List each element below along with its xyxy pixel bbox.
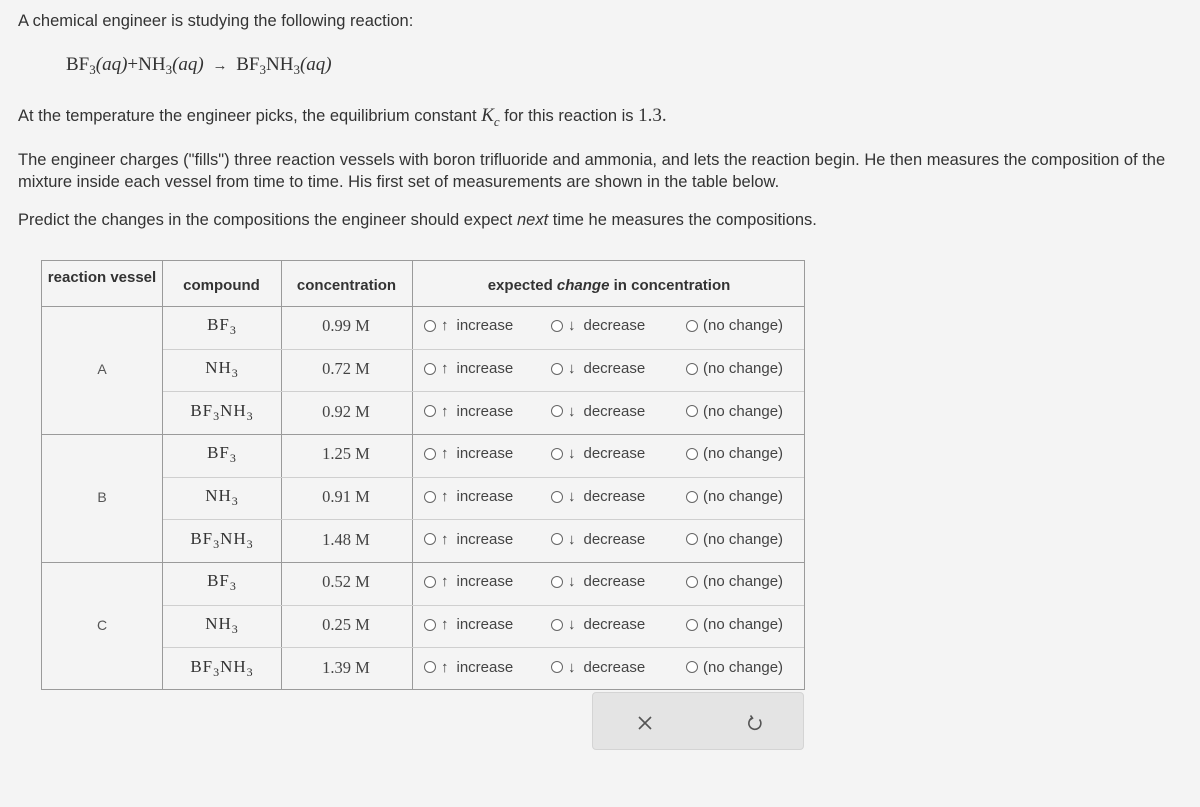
action-bar xyxy=(592,692,804,750)
radio-no-change[interactable] xyxy=(686,616,783,633)
radio-circle[interactable] xyxy=(424,533,436,545)
divider xyxy=(163,391,804,392)
divider xyxy=(163,647,804,648)
radio-circle[interactable] xyxy=(551,363,563,375)
compound-formula: $BF_3NH_3$ xyxy=(190,400,254,423)
compound-formula: $BF_3NH_3$ xyxy=(190,528,254,551)
option-label: (no change) xyxy=(703,658,784,676)
option-label: increase xyxy=(456,573,514,591)
option-label: decrease xyxy=(583,360,646,377)
down-arrow-icon: ↓ xyxy=(568,488,576,505)
radio-decrease[interactable] xyxy=(551,659,645,676)
concentration-value: 0.91 M xyxy=(322,487,370,506)
radio-no-change[interactable] xyxy=(686,403,783,420)
radio-circle[interactable] xyxy=(424,619,436,631)
up-arrow-icon: ↑ xyxy=(441,658,449,676)
radio-decrease[interactable] xyxy=(551,616,645,633)
up-arrow-icon: ↑ xyxy=(441,445,449,463)
radio-increase[interactable] xyxy=(424,488,513,505)
equilibrium-constant-text: At the temperature the engineer picks, the equilibrium constant $K_c$ for this reaction is 1.3. xyxy=(18,105,667,129)
radio-circle[interactable] xyxy=(424,320,436,332)
up-arrow-icon: ↑ xyxy=(441,360,449,377)
undo-icon[interactable] xyxy=(735,703,775,743)
radio-circle[interactable] xyxy=(686,661,698,673)
up-arrow-icon: ↑ xyxy=(441,573,449,591)
option-label: increase xyxy=(456,530,514,548)
radio-circle[interactable] xyxy=(551,448,563,460)
radio-increase[interactable] xyxy=(424,573,513,590)
option-label: increase xyxy=(456,488,514,505)
description-paragraph: The engineer charges ("fills") three reaction vessels with boron trifluoride and ammonia, and lets the reaction begin. He then measures the composition of the mixture inside each vessel from time to time. His first set of measurements are shown in the table below. xyxy=(18,151,1166,192)
option-label: (no change) xyxy=(703,445,784,463)
radio-increase[interactable] xyxy=(424,445,513,462)
option-label: increase xyxy=(456,402,514,420)
concentration-value: 0.52 M xyxy=(322,572,370,592)
divider xyxy=(163,349,804,350)
divider xyxy=(42,434,804,435)
divider xyxy=(42,306,804,307)
option-label: decrease xyxy=(583,658,646,676)
compound-formula: $BF_3NH_3$ xyxy=(190,656,254,679)
compound-formula: $NH_3$ xyxy=(205,358,239,380)
option-label: decrease xyxy=(583,317,646,335)
radio-circle[interactable] xyxy=(424,576,436,588)
down-arrow-icon: ↓ xyxy=(568,530,576,548)
header-compound: compound xyxy=(183,277,260,294)
radio-decrease[interactable] xyxy=(551,403,645,420)
option-label: increase xyxy=(456,658,514,676)
option-label: decrease xyxy=(583,530,646,548)
option-label: decrease xyxy=(583,445,646,463)
radio-circle[interactable] xyxy=(551,661,563,673)
divider xyxy=(42,562,804,563)
divider xyxy=(163,519,804,520)
compound-formula: $NH_3$ xyxy=(205,614,239,636)
down-arrow-icon: ↓ xyxy=(568,573,576,591)
radio-circle[interactable] xyxy=(686,363,698,375)
radio-circle[interactable] xyxy=(424,448,436,460)
up-arrow-icon: ↑ xyxy=(441,488,449,505)
radio-decrease[interactable] xyxy=(551,488,645,505)
radio-decrease[interactable] xyxy=(551,531,645,548)
radio-increase[interactable] xyxy=(424,317,513,334)
header-reaction-vessel: reaction vessel xyxy=(47,269,157,286)
reaction-equation: $BF_3(aq)+NH_3(aq) \to BF_3NH_3(aq)$ xyxy=(66,54,332,77)
radio-circle[interactable] xyxy=(424,661,436,673)
radio-circle[interactable] xyxy=(424,491,436,503)
radio-increase[interactable] xyxy=(424,659,513,676)
option-label: decrease xyxy=(583,616,646,633)
option-label: (no change) xyxy=(703,360,784,377)
option-label: increase xyxy=(456,445,514,463)
divider xyxy=(412,261,413,689)
radio-no-change[interactable] xyxy=(686,531,783,548)
radio-increase[interactable] xyxy=(424,531,513,548)
concentration-value: 1.39 M xyxy=(322,657,370,677)
radio-decrease[interactable] xyxy=(551,360,645,377)
close-icon[interactable] xyxy=(625,703,665,743)
concentration-value: 0.99 M xyxy=(322,316,370,336)
radio-circle[interactable] xyxy=(551,320,563,332)
header-expected-change: expected change in concentration xyxy=(487,277,731,294)
radio-circle[interactable] xyxy=(686,533,698,545)
vessel-label: C xyxy=(96,617,108,633)
down-arrow-icon: ↓ xyxy=(568,658,576,676)
compound-formula: $BF_3$ xyxy=(207,315,237,338)
divider xyxy=(163,605,804,606)
radio-circle[interactable] xyxy=(551,533,563,545)
radio-decrease[interactable] xyxy=(551,573,645,590)
radio-decrease[interactable] xyxy=(551,445,645,462)
radio-decrease[interactable] xyxy=(551,317,645,334)
header-concentration: concentration xyxy=(296,277,397,294)
up-arrow-icon: ↑ xyxy=(441,530,449,548)
vessel-label: B xyxy=(97,489,107,505)
concentration-value: 0.25 M xyxy=(322,615,370,634)
concentration-value: 1.25 M xyxy=(322,444,370,464)
option-label: decrease xyxy=(583,402,646,420)
radio-circle[interactable] xyxy=(551,619,563,631)
measurements-table xyxy=(41,260,805,690)
concentration-value: 0.72 M xyxy=(322,359,370,378)
option-label: increase xyxy=(456,317,514,335)
radio-circle[interactable] xyxy=(424,363,436,375)
option-label: (no change) xyxy=(703,402,784,420)
option-label: decrease xyxy=(583,573,646,591)
radio-increase[interactable] xyxy=(424,403,513,420)
question-prompt: Predict the changes in the compositions the engineer should expect next time he measures the compositions. xyxy=(18,211,817,229)
radio-increase[interactable] xyxy=(424,616,513,633)
radio-circle[interactable] xyxy=(686,448,698,460)
option-label: (no change) xyxy=(703,317,784,335)
option-label: increase xyxy=(456,360,514,377)
intro-text: A chemical engineer is studying the following reaction: xyxy=(18,12,414,30)
down-arrow-icon: ↓ xyxy=(568,402,576,420)
concentration-value: 1.48 M xyxy=(322,529,370,549)
concentration-value: 0.92 M xyxy=(322,401,370,421)
option-label: (no change) xyxy=(703,573,784,591)
radio-no-change[interactable] xyxy=(686,445,783,462)
radio-circle[interactable] xyxy=(551,576,563,588)
radio-no-change[interactable] xyxy=(686,659,783,676)
radio-no-change[interactable] xyxy=(686,573,783,590)
option-label: decrease xyxy=(583,488,646,505)
up-arrow-icon: ↑ xyxy=(441,317,449,335)
radio-circle[interactable] xyxy=(551,405,563,417)
radio-no-change[interactable] xyxy=(686,317,783,334)
radio-circle[interactable] xyxy=(686,619,698,631)
compound-formula: $BF_3$ xyxy=(207,443,237,466)
down-arrow-icon: ↓ xyxy=(568,445,576,463)
radio-circle[interactable] xyxy=(686,405,698,417)
compound-formula: $BF_3$ xyxy=(207,571,237,594)
radio-circle[interactable] xyxy=(424,405,436,417)
up-arrow-icon: ↑ xyxy=(441,616,449,633)
option-label: (no change) xyxy=(703,488,784,505)
divider xyxy=(163,477,804,478)
radio-no-change[interactable] xyxy=(686,488,783,505)
down-arrow-icon: ↓ xyxy=(568,616,576,633)
radio-circle[interactable] xyxy=(686,491,698,503)
down-arrow-icon: ↓ xyxy=(568,317,576,335)
vessel-label: A xyxy=(97,361,107,377)
down-arrow-icon: ↓ xyxy=(568,360,576,377)
radio-no-change[interactable] xyxy=(686,360,783,377)
option-label: increase xyxy=(456,616,514,633)
option-label: (no change) xyxy=(703,530,784,548)
up-arrow-icon: ↑ xyxy=(441,402,449,420)
radio-circle[interactable] xyxy=(686,320,698,332)
radio-circle[interactable] xyxy=(551,491,563,503)
compound-formula: $NH_3$ xyxy=(205,486,239,508)
option-label: (no change) xyxy=(703,616,784,633)
radio-increase[interactable] xyxy=(424,360,513,377)
radio-circle[interactable] xyxy=(686,576,698,588)
